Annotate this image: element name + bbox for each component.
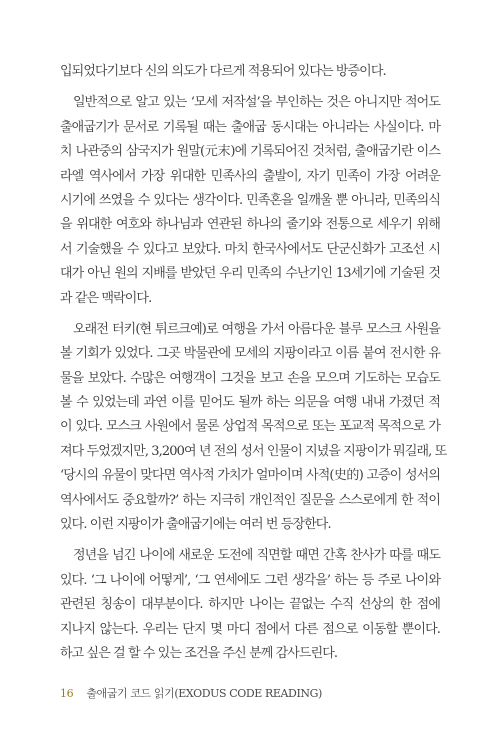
page-footer (60, 685, 322, 701)
paragraph (60, 60, 440, 84)
text-line: 정년을 넘긴 나이에 새로운 도전에 직면할 때면 간혹 찬사가 따를 때도 (73, 548, 440, 564)
paragraph-gap (60, 84, 440, 91)
text-line: 라엘 역사에서 가장 위대한 민족사의 출발이, 자기 민족이 가장 어려운 (60, 168, 440, 184)
text-line: 역사에서도 중요할까?’ 하는 지극히 개인적인 질문을 스스로에게 한 적이 (60, 492, 440, 508)
text-line: 있다. ‘그 나이에 어떻게’, ‘그 연세에도 그런 생각을’ 하는 등 주로 나이와 (60, 572, 440, 588)
text-line: 볼 기회가 있었다. 그곳 박물관에 모세의 지팡이라고 이름 붙여 전시한 유 (60, 346, 440, 362)
text-line: 하고 싶은 걸 할 수 있는 조건을 주신 분께 감사드린다. (60, 645, 338, 661)
page-number: 16 (60, 687, 74, 700)
text-line: 일반적으로 알고 있는 ‘모세 저작설’을 부인하는 것은 아니지만 적어도 (73, 95, 440, 111)
text-line: 입되었다기보다 신의 의도가 다르게 적용되어 있다는 방증이다. (60, 64, 386, 79)
paragraph-gap (60, 311, 440, 318)
body-text (60, 60, 447, 666)
running-title: 출애굽기 코드 읽기(EXODUS CODE READING) (86, 687, 322, 700)
text-line: 서 기술했을 수 있다고 보았다. 마치 한국사에서도 단군신화가 고조선 시 (60, 241, 440, 257)
text-line: 과 같은 맥락이다. (60, 290, 152, 306)
paragraph (60, 91, 440, 311)
text-line: 시기에 쓰였을 수 있다는 생각이다. 민족혼을 일깨울 뿐 아니라, 민족의식 (60, 192, 440, 208)
text-line: ‘당시의 유물이 맞다면 역사적 가치가 얼마이며 사적(史的) 고증이 성서의 (60, 468, 440, 484)
text-line: 볼 수 있었는데 과연 이를 믿어도 될까 하는 의문을 여행 내내 가졌던 적 (60, 395, 440, 411)
text-line: 관련된 칭송이 대부분이다. 하지만 나이는 끝없는 수직 선상의 한 점에 (60, 597, 440, 613)
text-line: 오래전 터키(현 튀르크예)로 여행을 가서 아름다운 블루 모스크 사원을 (73, 321, 440, 337)
text-line: 있다. 이런 지팡이가 출애굽기에는 여러 번 등장한다. (60, 517, 331, 533)
text-line: 지나지 않는다. 우리는 단지 몇 마디 점에서 다른 점으로 이동할 뿐이다. (60, 621, 440, 637)
text-line: 대가 아닌 원의 지배를 받았던 우리 민족의 수난기인 13세기에 기술된 것 (60, 266, 440, 282)
text-line: 져다 두었겠지만, 3,200여 년 전의 성서 인물이 지녔을 지팡이가 뭐길래, 또 (60, 443, 447, 459)
text-line: 이 있다. 모스크 사원에서 물론 상업적 목적으로 또는 포교적 목적으로 가 (60, 419, 440, 435)
text-line: 치 나관중의 삼국지가 원말(元末)에 기록되어진 것처럼, 출애굽기란 이스 (60, 144, 440, 160)
text-line: 을 위대한 여호와 하나님과 연관된 하나의 줄기와 전통으로 세우기 위해 (60, 217, 440, 233)
paragraph (60, 544, 440, 666)
paragraph-gap (60, 537, 440, 544)
text-line: 물을 보았다. 수많은 여행객이 그것을 보고 손을 모으며 기도하는 모습도 (60, 370, 440, 386)
text-line: 출애굽기가 문서로 기록될 때는 출애굽 동시대는 아니라는 사실이다. 마 (60, 119, 440, 135)
paragraph (60, 318, 447, 538)
